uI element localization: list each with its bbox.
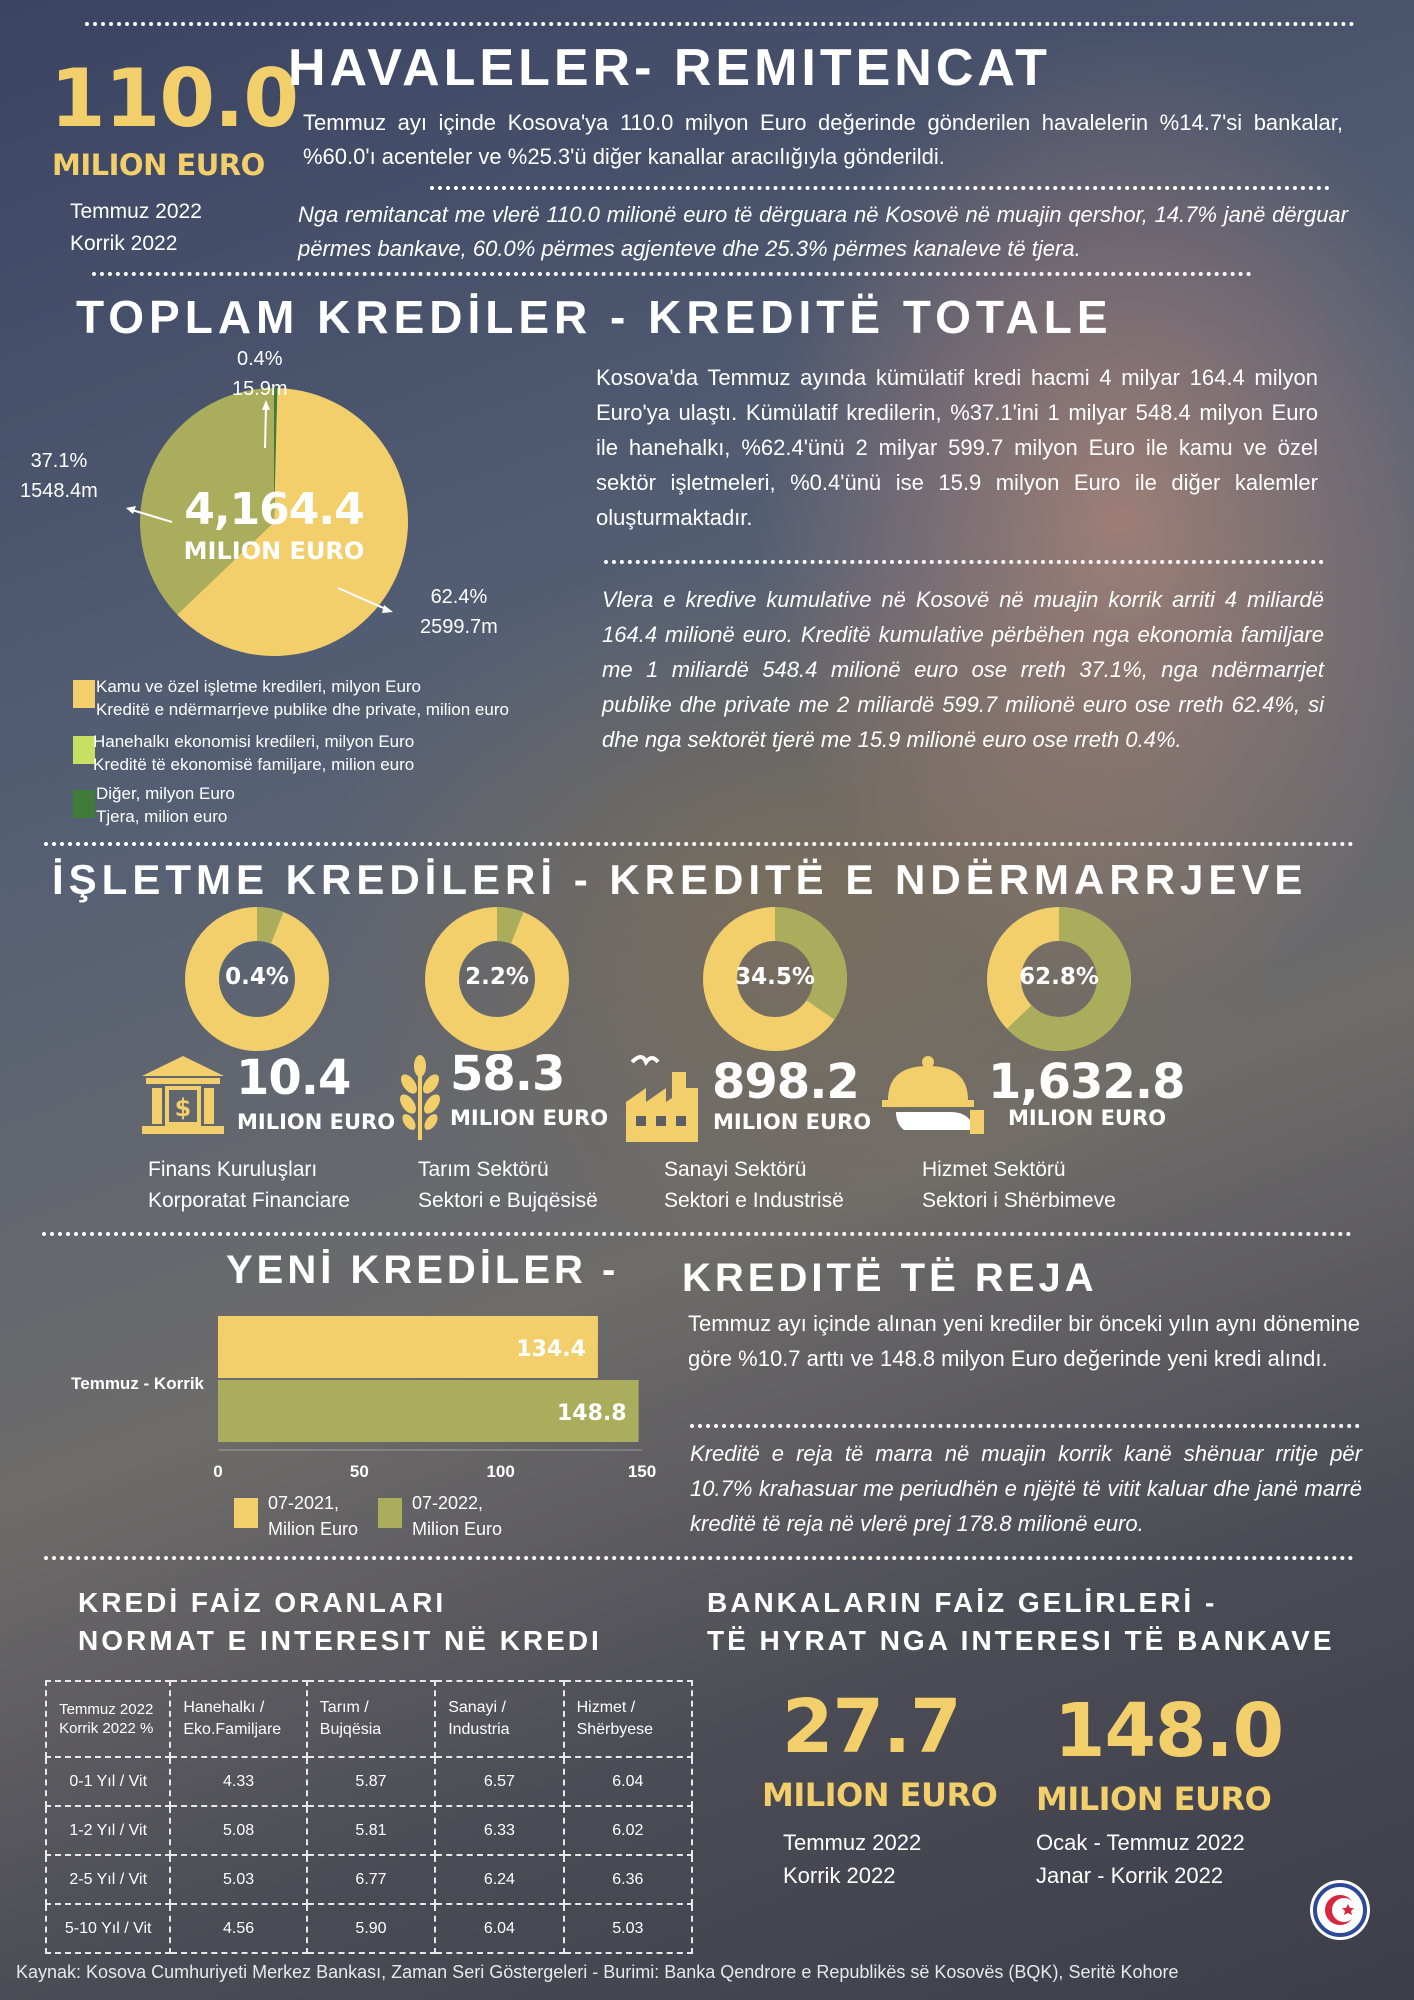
interest-income-amount: 27.7: [782, 1684, 961, 1770]
sector-amount: 1,632.8: [988, 1054, 1185, 1110]
service-cloche-icon: [878, 1054, 988, 1136]
rates-title-sq: NORMAT E INTERESIT NË KREDI: [78, 1625, 602, 1656]
table-row-label: 2-5 Yıl / Vit: [46, 1855, 170, 1904]
table-row: [46, 1855, 692, 1904]
rates-title: [78, 1584, 602, 1660]
sector-name: [148, 1154, 350, 1216]
remit-unit: MILION EURO: [52, 148, 265, 182]
wheat-icon: [390, 1054, 450, 1142]
interest-income-period: [783, 1826, 921, 1892]
table-header-cell: Temmuz 2022 Korrik 2022 %: [46, 1681, 170, 1757]
legend-line: Diğer, milyon Euro: [96, 784, 235, 803]
separator: [430, 186, 1330, 190]
table-row-label: 5-10 Yıl / Vit: [46, 1904, 170, 1953]
table-cell: 6.24: [435, 1855, 563, 1904]
legend-item: [96, 782, 235, 828]
x-tick-label: 150: [627, 1462, 657, 1481]
interest-income-amount: 148.0: [1054, 1688, 1284, 1774]
remit-title: [288, 38, 1051, 98]
pie-label-pct: 62.4%: [430, 586, 488, 608]
interest-income-period-sq: Janar - Korrik 2022: [1036, 1863, 1224, 1888]
pie-leader-arrow: [382, 605, 393, 613]
legend-line: Kamu ve özel işletme kredileri, milyon Euro: [96, 677, 422, 696]
bar-category-label: Temmuz - Korrik: [71, 1374, 204, 1393]
remit-title-part2: REMITENCAT: [673, 39, 1051, 97]
table-cell: 6.36: [564, 1855, 692, 1904]
sector-name-sq: Sektori e Bujqësisë: [418, 1189, 598, 1212]
business-credit-title: İŞLETME KREDİLERİ - KREDITË E NDËRMARRJEVE: [52, 856, 1308, 903]
new-credit-text-tr: Temmuz ayı içinde alınan yeni krediler bir önceki yılın aynı dönemine göre %10.7 arttı ve 148.8 milyon Euro değerinde yeni kredi alındı.: [688, 1311, 1360, 1371]
sector-unit: MILION EURO: [1008, 1106, 1167, 1130]
table-cell: 5.87: [307, 1757, 435, 1806]
table-cell: 6.04: [435, 1904, 563, 1953]
bar-legend-swatch: [234, 1498, 258, 1528]
sector-amount: 10.4: [236, 1050, 351, 1106]
table-header-cell: Hizmet / Shërbyese: [564, 1681, 692, 1757]
table-cell: 5.03: [170, 1855, 306, 1904]
separator: [690, 1424, 1360, 1428]
interest-income-unit: MILION EURO: [762, 1776, 998, 1814]
remit-title-part1: HAVALELER-: [288, 39, 656, 97]
sector-unit: MILION EURO: [450, 1106, 609, 1130]
pie-center-unit: MILION EURO: [183, 537, 365, 565]
remit-period-tr: Temmuz 2022: [70, 200, 202, 223]
table-cell: 6.02: [564, 1806, 692, 1855]
pie-center-value: 4,164.4: [184, 484, 364, 535]
table-cell: 5.81: [307, 1806, 435, 1855]
rates-title-tr: KREDİ FAİZ ORANLARI: [78, 1587, 447, 1618]
remit-text-sq: Nga remitancat me vlerë 110.0 milionë euro të dërguara në Kosovë në muajin qershor, 14.7% janë dërguar përmes bankave, 60.0% përmes agjenteve dhe 25.3% përmes kanaleve të tjera.: [298, 202, 1348, 261]
pie-label-household: [20, 446, 98, 506]
pie-label-enterprise: [420, 582, 498, 642]
pie-center-label: [132, 484, 416, 565]
legend-item: [93, 730, 414, 776]
pie-label-other: [232, 344, 288, 404]
table-header-cell: Hanehalkı / Eko.Familjare: [170, 1681, 306, 1757]
table-row-label: 1-2 Yıl / Vit: [46, 1806, 170, 1855]
sector-amount: 58.3: [450, 1046, 565, 1102]
legend-item: [96, 675, 509, 721]
new-credit-title-part1: YENİ KREDİLER -: [226, 1248, 620, 1292]
bar-value-label: 134.4: [516, 1337, 586, 1362]
total-credit-title: TOPLAM KREDİLER - KREDITË TOTALE: [76, 291, 1113, 343]
interest-income-title-line2: TË HYRAT NGA INTERESI TË BANKAVE: [707, 1625, 1335, 1656]
separator: [44, 1556, 1354, 1560]
sector-name-tr: Sanayi Sektörü: [664, 1158, 807, 1181]
separator: [604, 560, 1324, 564]
legend-line: Tjera, milion euro: [96, 807, 228, 826]
donut-pct-label: 2.2%: [465, 964, 529, 990]
donut-pct-label: 0.4%: [225, 964, 289, 990]
bar-value-label: 148.8: [557, 1401, 627, 1426]
sector-name-tr: Finans Kuruluşları: [148, 1158, 318, 1181]
table-header-cell: Sanayi / Industria: [435, 1681, 563, 1757]
sector-name-tr: Tarım Sektörü: [418, 1158, 549, 1181]
table-cell: 6.77: [307, 1855, 435, 1904]
sector-name: [418, 1154, 598, 1216]
sector-amount: 898.2: [712, 1054, 859, 1110]
total-credit-text-tr: Kosova'da Temmuz ayında kümülatif kredi hacmi 4 milyar 164.4 milyon Euro'ya ulaştı. Kümülatif kredilerin, %37.1'ini 1 milyar 548.4 milyon Euro ile hanehalkı, %62.4'ünü 2 milyar 599.7 milyon Euro ile kamu ve özel sektör işletmeleri, %0.4'ünü ise 15.9 milyon Euro ile diğer kalemler oluşturmaktadır.: [596, 365, 1318, 530]
remit-period-sq: Korrik 2022: [70, 232, 178, 255]
interest-income-period: [1036, 1826, 1245, 1892]
table-cell: 5.08: [170, 1806, 306, 1855]
x-tick-label: 0: [213, 1462, 223, 1481]
legend-swatch: [73, 736, 95, 764]
donut-pct-label: 34.5%: [735, 964, 815, 990]
legend-swatch: [73, 790, 95, 818]
sector-name-sq: Sektori e Industrisë: [664, 1189, 844, 1212]
table-row-label: 0-1 Yıl / Vit: [46, 1757, 170, 1806]
factory-icon: [622, 1052, 702, 1144]
svg-text:$: $: [174, 1094, 192, 1122]
interest-income-title: [707, 1584, 1335, 1660]
sector-unit: MILION EURO: [237, 1110, 396, 1134]
bar-legend-label: 07-2021, Milion Euro: [268, 1493, 359, 1539]
sector-name: [922, 1154, 1116, 1216]
sector-name-sq: Korporatat Financiare: [148, 1189, 350, 1212]
separator: [92, 272, 1252, 276]
x-tick-label: 50: [349, 1462, 369, 1481]
table-cell: 5.90: [307, 1904, 435, 1953]
new-credit-title-part2: KREDITË TË REJA: [682, 1256, 1098, 1300]
table-header-cell: Tarım / Bujqësia: [307, 1681, 435, 1757]
interest-income-unit: MILION EURO: [1036, 1780, 1272, 1818]
pie-label-pct: 37.1%: [30, 450, 88, 472]
interest-income-period-tr: Ocak - Temmuz 2022: [1036, 1830, 1245, 1855]
separator: [44, 842, 1354, 846]
footer-source: Kaynak: Kosova Cumhuriyeti Merkez Bankası, Zaman Seri Göstergeleri - Burimi: Banka Qendrore e Republikës së Kosovës (BQK), Seritë Kohore: [16, 1962, 1179, 1982]
table-cell: 6.57: [435, 1757, 563, 1806]
table-row: [46, 1904, 692, 1953]
table-cell: 6.33: [435, 1806, 563, 1855]
table-cell: 4.56: [170, 1904, 306, 1953]
legend-swatch: [73, 680, 95, 708]
separator: [85, 22, 1355, 26]
legend-line: Kreditë të ekonomisë familjare, milion euro: [93, 755, 415, 774]
central-bank-seal-logo: [1308, 1878, 1372, 1942]
pie-label-amount: 2599.7m: [420, 616, 498, 638]
bar-legend-swatch: [378, 1498, 402, 1528]
bank-icon: [138, 1054, 228, 1140]
donut-pct-label: 62.8%: [1019, 964, 1099, 990]
interest-rates-table: [45, 1680, 693, 1954]
interest-income-title-line1: BANKALARIN FAİZ GELİRLERİ -: [707, 1587, 1218, 1618]
x-tick-label: 100: [486, 1462, 515, 1481]
remit-text-tr: Temmuz ayı içinde Kosova'ya 110.0 milyon Euro değerinde gönderilen havalelerin %14.7'si bankalar, %60.0'ı acenteler ve %25.3'ü diğer kanallar aracılığıyla gönderildi.: [303, 110, 1343, 169]
table-cell: 5.03: [564, 1904, 692, 1953]
table-header-row: [46, 1681, 692, 1757]
bar-legend-label: 07-2022, Milion Euro: [412, 1493, 503, 1539]
sector-name-sq: Sektori i Shërbimeve: [922, 1189, 1116, 1212]
sector-unit: MILION EURO: [713, 1110, 872, 1134]
sector-name-tr: Hizmet Sektörü: [922, 1158, 1066, 1181]
interest-income-period-tr: Temmuz 2022: [783, 1830, 922, 1855]
table-cell: 4.33: [170, 1757, 306, 1806]
sector-name: [664, 1154, 844, 1216]
legend-line: Kreditë e ndërmarrjeve publike dhe private, milion euro: [96, 700, 509, 719]
pie-leader-line: [265, 406, 266, 448]
pie-label-pct: 0.4%: [237, 348, 283, 370]
table-cell: 6.04: [564, 1757, 692, 1806]
table-row: [46, 1757, 692, 1806]
remit-amount: 110.0: [50, 52, 299, 145]
pie-label-amount: 15.9m: [232, 378, 288, 400]
new-credit-text-sq: Kreditë e reja të marra në muajin korrik kanë shënuar rritje për 10.7% krahasuar me periudhën e njëjtë të vitit kaluar dhe janë marrë kreditë të reja në vlerë prej 178.8 milionë euro.: [690, 1441, 1362, 1536]
separator: [42, 1232, 1352, 1236]
interest-income-period-sq: Korrik 2022: [783, 1863, 896, 1888]
pie-label-amount: 1548.4m: [20, 480, 98, 502]
total-credit-text-sq: Vlera e kredive kumulative në Kosovë në muajin korrik arriti 4 miliardë 164.4 milionë euro. Kreditë kumulative përbëhen nga ekonomia familjare me 1 miliardë 548.4 milionë euro ose rreth 37.1%, nga ndërmarrjet publike dhe private me 2 miliardë 599.7 milionë euro ose rreth 62.4%, si dhe nga sektorët tjerë me 15.9 milionë euro ose rreth 0.4%.: [602, 587, 1324, 752]
legend-line: Hanehalkı ekonomisi kredileri, milyon Euro: [93, 732, 415, 751]
table-row: [46, 1806, 692, 1855]
